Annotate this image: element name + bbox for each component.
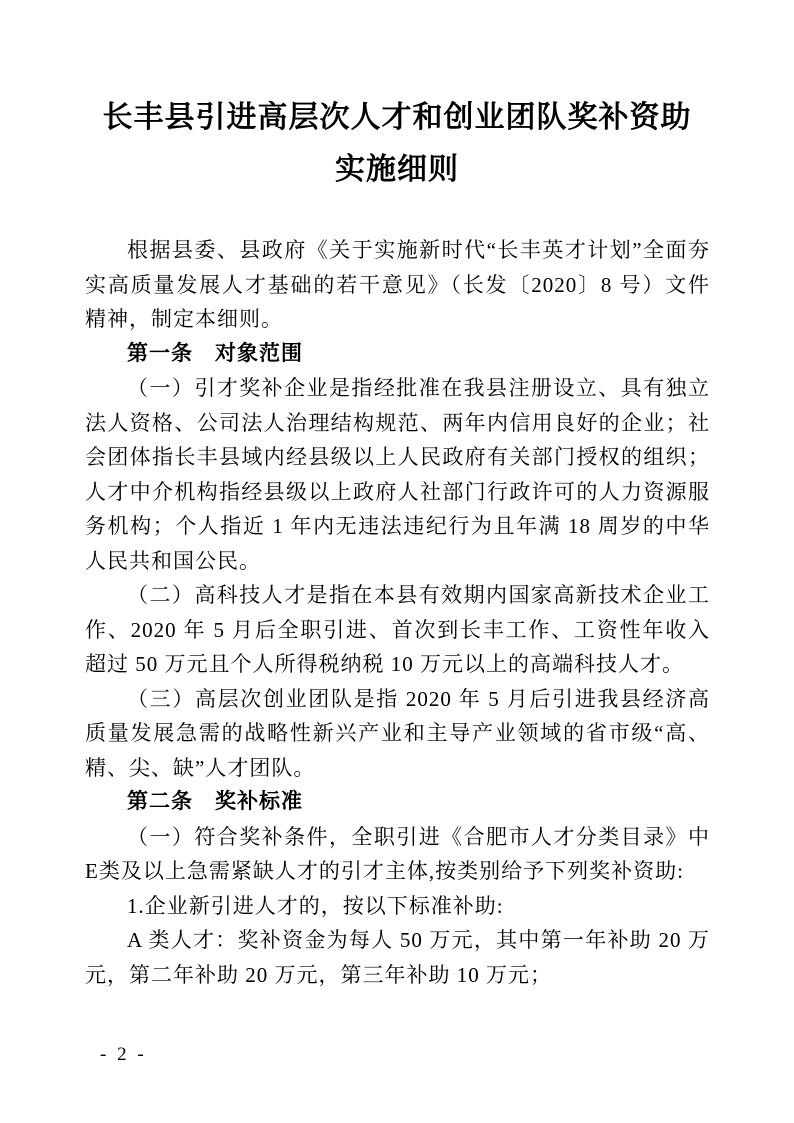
paragraph: 1.企业新引进人才的，按以下标准补助: <box>127 893 504 918</box>
paragraph: （二）高科技人才是指在本县有效期内国家高新技术企业工作、2020 年 5 月后全职引进、首次到长丰工作、工资性年收入超过 50 万元且个人所得税纳税 10 万元以上的高端科技人才。 <box>85 583 710 676</box>
section-heading: 第二条 奖补标准 <box>127 790 303 813</box>
paragraph: （一）符合奖补条件，全职引进《合肥市人才分类目录》中E类及以上急需紧缺人才的引才主体,按类别给予下列奖补资助: <box>85 824 710 883</box>
section-heading: 第一条 对象范围 <box>127 341 303 365</box>
paragraph: 根据县委、县政府《关于实施新时代“长丰英才计划”全面夯实高质量发展人才基础的若干意见》（长发〔2020〕8 号）文件精神，制定本细则。 <box>85 238 710 331</box>
paragraph: A 类人才：奖补资金为每人 50 万元，其中第一年补助 20 万元，第二年补助 20 万元，第三年补助 10 万元； <box>85 928 710 987</box>
document-body <box>85 233 710 992</box>
page-number: - 2 - <box>100 1044 147 1065</box>
paragraph: （三）高层次创业团队是指 2020 年 5 月后引进我县经济高质量发展急需的战略性新兴产业和主导产业领域的省市级“高、精、尖、缺”人才团队。 <box>85 686 710 780</box>
title-line-2: 实施细则 <box>335 153 459 186</box>
paragraph: （一）引才奖补企业是指经批准在我县注册设立、具有独立法人资格、公司法人治理结构规范、两年内信用良好的企业；社会团体指长丰县域内经县级以上人民政府有关部门授权的组织；人才中介机构指经县级以上政府人社部门行政许可的人力资源服务机构；个人指近 1 年内无违法违纪行为且年满 18 周岁的中华人民共和国公民。 <box>85 376 710 573</box>
document-title <box>0 92 794 196</box>
title-line-1: 长丰县引进高层次人才和创业团队奖补资助 <box>102 101 692 134</box>
